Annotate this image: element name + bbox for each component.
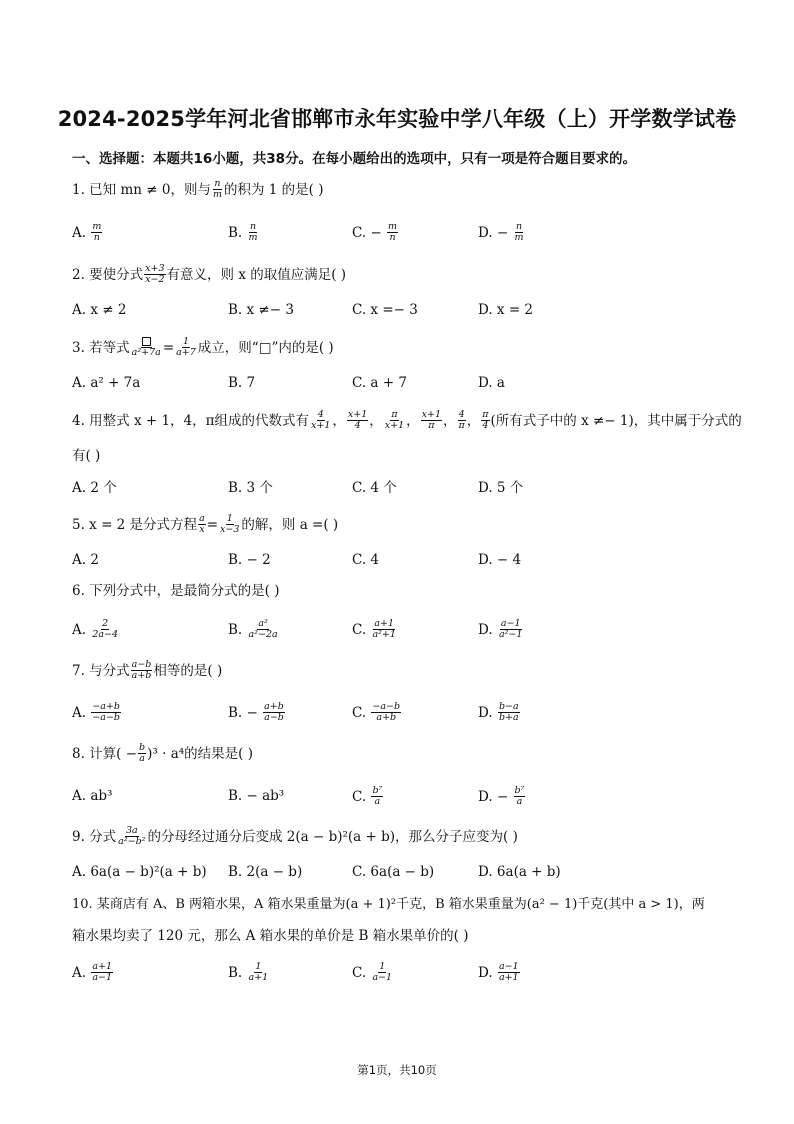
- question-10-cont: 箱水果均卖了 120 元，那么 A 箱水果的单价是 B 箱水果单价的( ): [72, 928, 469, 944]
- q6-option-a[interactable]: A. $\frac{2}{2a-4}$: [72, 618, 119, 640]
- q3-option-b[interactable]: B. 7: [228, 375, 256, 391]
- q9-option-d[interactable]: D. 6a(a + b): [478, 864, 561, 880]
- q9-option-b[interactable]: B. 2(a − b): [228, 864, 303, 880]
- fraction: $\frac{x+3}{x-2}$: [145, 263, 165, 285]
- question-3: 3. 若等式 a²+7a = $\frac{1}{a+7}$ 成立，则“□”内的是( ): [72, 336, 334, 358]
- q2-option-c[interactable]: C. x =− 3: [352, 302, 418, 318]
- q4-option-d[interactable]: D. 5 个: [478, 480, 524, 496]
- q4-option-b[interactable]: B. 3 个: [228, 480, 273, 496]
- page-footer: 第1页，共10页: [357, 1063, 437, 1077]
- q3-option-c[interactable]: C. a + 7: [352, 375, 407, 391]
- fraction: a²+7a: [131, 337, 162, 358]
- blank-box-icon: [142, 337, 151, 346]
- question-6: 6. 下列分式中，是最简分式的是( ): [72, 583, 280, 599]
- q2-option-d[interactable]: D. x = 2: [478, 302, 534, 318]
- question-1: 1. 已知 mn ≠ 0，则与 $\frac{n}{m}$ 的积为 1 的是( ): [72, 178, 324, 200]
- q4-option-a[interactable]: A. 2 个: [72, 480, 117, 496]
- q7-option-c[interactable]: C. $\frac{-a-b}{a+b}$: [352, 701, 401, 723]
- question-4-cont: 有( ): [72, 448, 101, 464]
- q8-option-b[interactable]: B. − ab³: [228, 788, 285, 804]
- q6-option-b[interactable]: B. $\frac{\text{a²}}{\text{a²−2a}}$: [228, 618, 278, 640]
- q1-option-a[interactable]: A. $\frac{m}{n}$: [72, 221, 102, 243]
- q10-option-a[interactable]: A. $\frac{a+1}{a-1}$: [72, 961, 113, 983]
- q5-option-d[interactable]: D. − 4: [478, 552, 522, 568]
- q5-option-b[interactable]: B. − 2: [228, 552, 271, 568]
- question-4: 4. 用整式 x + 1，4，π组成的代数式有 $\frac{4}{x+1}$ ， $\frac{x+1}{4}$ ， $\frac{\pi}{x+1}$ ， $\frac{x+1}{\pi}$ ， $\frac{4}{\pi}$ ， $\frac{\pi}{4}$ (所有式子中的 x ≠− 1)，其中属于分式的: [72, 409, 742, 431]
- q10-option-d[interactable]: D. $\frac{a-1}{a+1}$: [478, 961, 519, 983]
- q5-option-a[interactable]: A. 2: [72, 552, 99, 568]
- q8-option-c[interactable]: C. $\frac{\text{b⁷}}{a}$: [352, 785, 383, 807]
- q10-option-c[interactable]: C. $\frac{1}{a-1}$: [352, 961, 393, 983]
- q4-option-c[interactable]: C. 4 个: [352, 480, 397, 496]
- section-heading: 一、选择题：本题共16小题，共38分。在每小题给出的选项中，只有一项是符合题目要求的。: [72, 151, 637, 167]
- q6-option-d[interactable]: D. $\frac{a-1}{\text{a²−1}}$: [478, 618, 523, 640]
- q1-option-c[interactable]: C. − $\frac{m}{n}$: [352, 221, 398, 243]
- q9-option-c[interactable]: C. 6a(a − b): [352, 864, 435, 880]
- q3-option-d[interactable]: D. a: [478, 375, 505, 391]
- question-2: 2. 要使分式 $\frac{x+3}{x-2}$ 有意义，则 x 的取值应满足( ): [72, 263, 347, 285]
- q5-option-c[interactable]: C. 4: [352, 552, 380, 568]
- q7-option-d[interactable]: D. $\frac{b-a}{b+a}$: [478, 701, 519, 723]
- q2-option-a[interactable]: A. x ≠ 2: [72, 302, 127, 318]
- q8-option-a[interactable]: A. ab³: [72, 788, 113, 804]
- page-title: 2024-2025学年河北省邯郸市永年实验中学八年级（上）开学数学试卷: [57, 107, 737, 131]
- q7-option-a[interactable]: A. $\frac{-a+b}{-a-b}$: [72, 701, 121, 723]
- question-7: 7. 与分式 $\frac{a-b}{a+b}$ 相等的是( ): [72, 659, 223, 681]
- q9-option-a[interactable]: A. 6a(a − b)²(a + b): [72, 864, 207, 880]
- fraction: $\frac{1}{a+7}$: [176, 336, 196, 358]
- q6-option-c[interactable]: C. $\frac{a+1}{\text{a²+1}}$: [352, 618, 396, 640]
- q3-option-a[interactable]: A. a² + 7a: [72, 375, 141, 391]
- q7-option-b[interactable]: B. − $\frac{a+b}{a-b}$: [228, 701, 284, 723]
- question-9: 9. 分式 $\frac{3a}{\text{a²−b²}}$ 的分母经过通分后变成 2(a − b)²(a + b)，那么分子应变为( ): [72, 825, 518, 847]
- q1-option-b[interactable]: B. $\frac{n}{m}$: [228, 221, 258, 243]
- q1-option-d[interactable]: D. − $\frac{n}{m}$: [478, 221, 524, 243]
- question-8: 8. 计算( − $\frac{b}{a}$ )³ · a⁴的结果是( ): [72, 742, 253, 764]
- question-5: 5. x = 2 是分式方程 $\frac{a}{x}$ = $\frac{1}{x-3}$ 的解，则 a =( ): [72, 513, 339, 535]
- q8-option-d[interactable]: D. − $\frac{\text{b⁷}}{a}$: [478, 785, 525, 807]
- question-10: 10. 某商店有 A、B 两箱水果，A 箱水果重量为(a + 1)²千克，B 箱水果重量为(a² − 1)千克(其中 a > 1)，两: [72, 897, 705, 912]
- fraction: $\frac{n}{m}$: [212, 178, 222, 200]
- q2-option-b[interactable]: B. x ≠− 3: [228, 302, 294, 318]
- q10-option-b[interactable]: B. $\frac{1}{a+1}$: [228, 961, 269, 983]
